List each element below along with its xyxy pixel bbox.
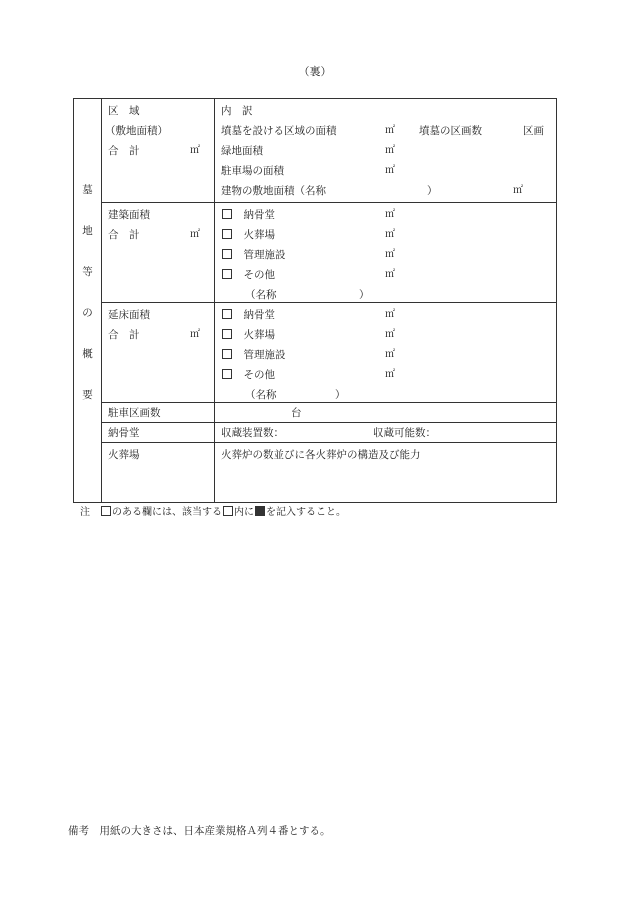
green-area-unit: ㎡ — [385, 145, 395, 156]
building-total-label: 合 計 — [108, 229, 140, 241]
floor-total-unit: ㎡ — [190, 329, 200, 340]
side-label-char: 概 — [82, 348, 93, 360]
checkbox[interactable] — [222, 269, 232, 279]
building-item: 火葬場 — [221, 225, 275, 245]
checkbox-icon — [101, 506, 111, 516]
building-breakdown-cell — [215, 203, 557, 303]
floor-area-title: 延床面積 — [108, 309, 150, 321]
side-label-char: の — [82, 307, 93, 319]
checkbox-icon — [223, 506, 233, 516]
checkbox[interactable] — [222, 309, 232, 319]
ossuary-installed-label: 収蔵装置数： — [221, 427, 284, 439]
floor-area-label-cell — [102, 303, 215, 403]
crematorium-desc: 火葬炉の数並びに各火葬炉の構造及び能力 — [221, 449, 421, 461]
cemetery-summary-table — [73, 98, 557, 503]
building-item: 納骨堂 — [221, 205, 275, 225]
site-breakdown-cell — [215, 99, 557, 203]
floor-item-unit: ㎡ — [385, 349, 395, 360]
floor-breakdown-cell — [215, 303, 557, 403]
floor-total-label: 合 計 — [108, 329, 140, 341]
building-total-unit: ㎡ — [190, 229, 200, 240]
building-other-name-close: ） — [359, 289, 370, 301]
checkbox[interactable] — [222, 229, 232, 239]
building-site-area-label: 建物の敷地面積（名称 — [221, 185, 326, 197]
side-label-cell — [74, 99, 102, 503]
checkbox[interactable] — [222, 329, 232, 339]
side-label-char: 地 — [82, 225, 93, 237]
building-other-name-open: （名称 — [245, 289, 277, 301]
floor-item: 火葬場 — [221, 325, 275, 345]
building-item-unit: ㎡ — [385, 209, 395, 220]
checked-checkbox-icon — [255, 506, 265, 516]
building-area-label-cell — [102, 203, 215, 303]
ossuary-label: 納骨堂 — [108, 427, 140, 439]
grave-count-label: 墳墓の区画数 — [419, 125, 482, 137]
parking-area-label: 駐車場の面積 — [221, 165, 284, 177]
ossuary-capacity-label: 収蔵可能数： — [373, 427, 436, 439]
building-item-unit: ㎡ — [385, 229, 395, 240]
crematorium-label-cell — [102, 443, 215, 503]
parking-unit: 台 — [291, 407, 302, 419]
building-site-unit: ㎡ — [513, 185, 523, 196]
site-area-header: （敷地面積） — [105, 125, 168, 137]
page-title: （裏） — [298, 65, 332, 78]
checkbox[interactable] — [222, 349, 232, 359]
grave-area-label: 墳墓を設ける区域の面積 — [221, 125, 337, 137]
ossuary-value-cell — [215, 423, 557, 443]
site-area-label-cell — [102, 99, 215, 203]
remarks: 備考 用紙の大きさは、日本産業規格Ａ列４番とする。 — [68, 825, 331, 837]
building-item-unit: ㎡ — [385, 249, 395, 260]
crematorium-label: 火葬場 — [108, 449, 140, 461]
building-site-close-paren: ） — [427, 185, 438, 197]
site-total-unit: ㎡ — [190, 145, 200, 156]
site-total-label: 合 計 — [108, 145, 140, 157]
parking-label: 駐車区画数 — [108, 407, 161, 419]
parking-value-cell — [215, 403, 557, 423]
checkbox[interactable] — [222, 209, 232, 219]
side-label — [74, 170, 101, 416]
checkbox[interactable] — [222, 249, 232, 259]
floor-item: その他 — [221, 365, 275, 385]
building-item-unit: ㎡ — [385, 269, 395, 280]
checkbox[interactable] — [222, 369, 232, 379]
breakdown-header: 内 訳 — [221, 105, 253, 117]
crematorium-value-cell — [215, 443, 557, 503]
floor-other-name-close: ） — [335, 389, 346, 401]
building-area-title: 建築面積 — [108, 209, 150, 221]
parking-label-cell — [102, 403, 215, 423]
side-label-char: 墓 — [82, 184, 93, 196]
area-header: 区 域 — [108, 105, 140, 117]
grave-area-unit: ㎡ — [385, 125, 395, 136]
side-label-char: 等 — [82, 266, 93, 278]
footnote: 注 のある欄には、該当する 内に を記入すること。 — [80, 507, 346, 518]
parking-area-unit: ㎡ — [385, 165, 395, 176]
side-label-char: 要 — [82, 389, 93, 401]
building-item: その他 — [221, 265, 275, 285]
green-area-label: 緑地面積 — [221, 145, 263, 157]
building-item: 管理施設 — [221, 245, 286, 265]
ossuary-label-cell — [102, 423, 215, 443]
floor-item: 管理施設 — [221, 345, 286, 365]
floor-item-unit: ㎡ — [385, 309, 395, 320]
floor-item: 納骨堂 — [221, 305, 275, 325]
grave-count-unit: 区画 — [523, 125, 544, 137]
floor-other-name-open: （名称 — [245, 389, 277, 401]
floor-item-unit: ㎡ — [385, 329, 395, 340]
floor-item-unit: ㎡ — [385, 369, 395, 380]
